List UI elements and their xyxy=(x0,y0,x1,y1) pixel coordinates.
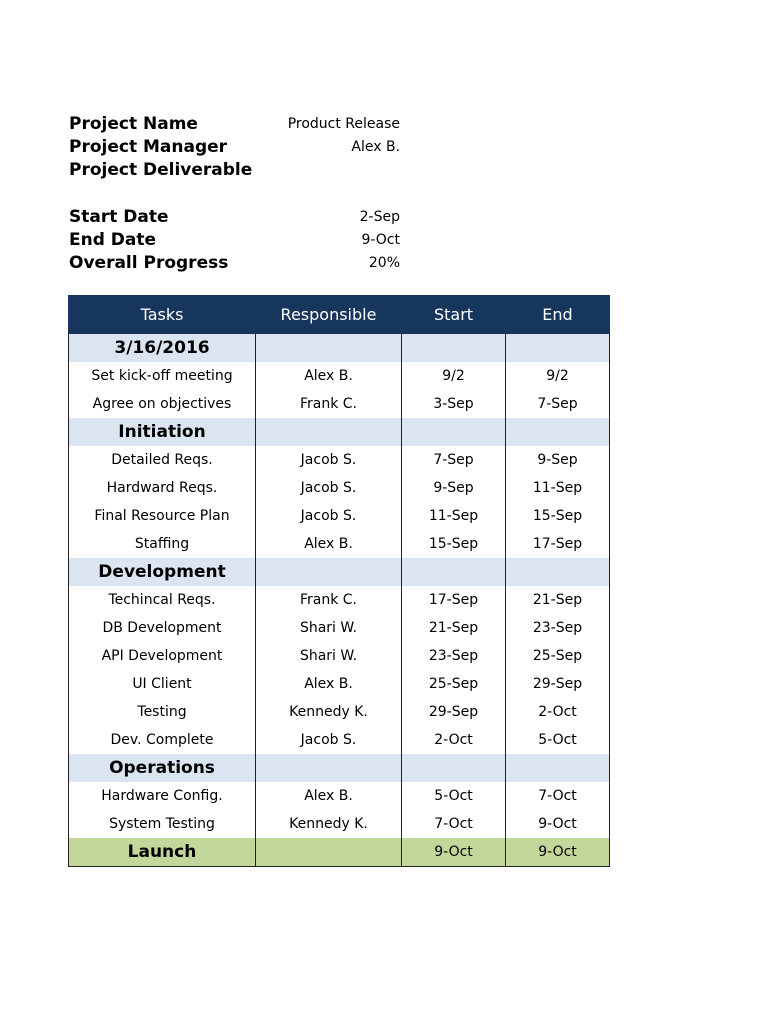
responsible-cell[interactable] xyxy=(256,418,402,446)
phase-row xyxy=(69,558,610,586)
start-cell[interactable]: 3-Sep xyxy=(402,390,506,418)
start-cell[interactable]: 7-Oct xyxy=(402,810,506,838)
end-date-value[interactable]: 9-Oct xyxy=(361,231,400,248)
responsible-cell[interactable] xyxy=(256,754,402,782)
start-date-row xyxy=(69,205,400,228)
task-name-cell[interactable]: Agree on objectives xyxy=(69,390,256,418)
responsible-cell[interactable]: Alex B. xyxy=(256,530,402,558)
start-cell[interactable]: 17-Sep xyxy=(402,586,506,614)
end-cell[interactable]: 21-Sep xyxy=(506,586,610,614)
start-cell[interactable]: 9/2 xyxy=(402,362,506,390)
project-name-row xyxy=(69,112,400,135)
phase-row xyxy=(69,334,610,363)
responsible-cell[interactable]: Frank C. xyxy=(256,586,402,614)
task-name-cell[interactable]: Detailed Reqs. xyxy=(69,446,256,474)
task-name-cell[interactable]: DB Development xyxy=(69,614,256,642)
end-cell[interactable]: 9-Sep xyxy=(506,446,610,474)
header-start[interactable]: Start xyxy=(402,296,506,334)
end-cell[interactable]: 17-Sep xyxy=(506,530,610,558)
task-row xyxy=(69,726,610,754)
overall-progress-row xyxy=(69,251,400,274)
launch-name-cell[interactable]: Launch xyxy=(69,838,256,867)
start-cell[interactable]: 5-Oct xyxy=(402,782,506,810)
end-cell[interactable] xyxy=(506,334,610,363)
responsible-cell[interactable] xyxy=(256,334,402,363)
task-name-cell[interactable]: Staffing xyxy=(69,530,256,558)
phase-name-cell[interactable]: Initiation xyxy=(69,418,256,446)
end-cell[interactable]: 2-Oct xyxy=(506,698,610,726)
schedule-table xyxy=(68,295,610,867)
end-cell[interactable]: 25-Sep xyxy=(506,642,610,670)
start-cell[interactable]: 25-Sep xyxy=(402,670,506,698)
end-cell[interactable]: 9-Oct xyxy=(506,810,610,838)
project-name-value[interactable]: Product Release xyxy=(287,115,400,132)
start-cell[interactable] xyxy=(402,418,506,446)
start-cell[interactable]: 21-Sep xyxy=(402,614,506,642)
task-row xyxy=(69,474,610,502)
header-row xyxy=(69,296,610,334)
header-tasks[interactable]: Tasks xyxy=(69,296,256,334)
end-cell[interactable]: 9-Oct xyxy=(506,838,610,867)
end-cell[interactable]: 7-Sep xyxy=(506,390,610,418)
header-responsible[interactable]: Responsible xyxy=(256,296,402,334)
task-row xyxy=(69,782,610,810)
overall-progress-value[interactable]: 20% xyxy=(368,254,400,271)
start-cell[interactable]: 11-Sep xyxy=(402,502,506,530)
responsible-cell[interactable]: Kennedy K. xyxy=(256,698,402,726)
start-cell[interactable] xyxy=(402,754,506,782)
header-end[interactable]: End xyxy=(506,296,610,334)
end-cell[interactable]: 23-Sep xyxy=(506,614,610,642)
end-cell[interactable]: 5-Oct xyxy=(506,726,610,754)
task-name-cell[interactable]: Hardward Reqs. xyxy=(69,474,256,502)
schedule-header xyxy=(69,296,610,334)
project-info xyxy=(69,112,400,274)
task-row xyxy=(69,362,610,390)
responsible-cell[interactable]: Jacob S. xyxy=(256,446,402,474)
end-cell[interactable]: 29-Sep xyxy=(506,670,610,698)
phase-row xyxy=(69,754,610,782)
task-name-cell[interactable]: Testing xyxy=(69,698,256,726)
end-cell[interactable]: 15-Sep xyxy=(506,502,610,530)
start-cell[interactable]: 23-Sep xyxy=(402,642,506,670)
start-cell[interactable] xyxy=(402,558,506,586)
end-cell[interactable]: 9/2 xyxy=(506,362,610,390)
end-cell[interactable]: 7-Oct xyxy=(506,782,610,810)
task-name-cell[interactable]: UI Client xyxy=(69,670,256,698)
start-cell[interactable]: 29-Sep xyxy=(402,698,506,726)
responsible-cell[interactable]: Kennedy K. xyxy=(256,810,402,838)
start-date-value[interactable]: 2-Sep xyxy=(359,208,400,225)
task-row xyxy=(69,586,610,614)
start-cell[interactable]: 7-Sep xyxy=(402,446,506,474)
task-row xyxy=(69,642,610,670)
end-date-label: End Date xyxy=(69,229,157,250)
project-deliverable-label: Project Deliverable xyxy=(69,159,253,180)
task-name-cell[interactable]: System Testing xyxy=(69,810,256,838)
end-cell[interactable] xyxy=(506,558,610,586)
responsible-cell[interactable] xyxy=(256,558,402,586)
schedule-body xyxy=(69,334,610,867)
task-row xyxy=(69,614,610,642)
task-name-cell[interactable]: Set kick-off meeting xyxy=(69,362,256,390)
end-cell[interactable] xyxy=(506,754,610,782)
responsible-cell[interactable]: Jacob S. xyxy=(256,502,402,530)
overall-progress-label: Overall Progress xyxy=(69,252,229,273)
phase-name-cell[interactable]: Development xyxy=(69,558,256,586)
end-cell[interactable] xyxy=(506,418,610,446)
responsible-cell[interactable]: Alex B. xyxy=(256,670,402,698)
project-deliverable-row xyxy=(69,158,400,181)
task-name-cell[interactable]: Final Resource Plan xyxy=(69,502,256,530)
end-cell[interactable]: 11-Sep xyxy=(506,474,610,502)
task-row xyxy=(69,810,610,838)
phase-name-cell[interactable]: 3/16/2016 xyxy=(69,334,256,363)
responsible-cell[interactable] xyxy=(256,838,402,867)
phase-name-cell[interactable]: Operations xyxy=(69,754,256,782)
start-cell[interactable] xyxy=(402,334,506,363)
task-row xyxy=(69,446,610,474)
responsible-cell[interactable]: Frank C. xyxy=(256,390,402,418)
phase-row xyxy=(69,418,610,446)
start-cell[interactable]: 2-Oct xyxy=(402,726,506,754)
responsible-cell[interactable]: Jacob S. xyxy=(256,726,402,754)
start-cell[interactable]: 9-Sep xyxy=(402,474,506,502)
task-name-cell[interactable]: Dev. Complete xyxy=(69,726,256,754)
task-name-cell[interactable]: Hardware Config. xyxy=(69,782,256,810)
start-cell[interactable]: 15-Sep xyxy=(402,530,506,558)
responsible-cell[interactable]: Shari W. xyxy=(256,614,402,642)
task-row xyxy=(69,390,610,418)
responsible-cell[interactable]: Shari W. xyxy=(256,642,402,670)
project-manager-label: Project Manager xyxy=(69,136,228,157)
task-row xyxy=(69,670,610,698)
project-name-label: Project Name xyxy=(69,113,198,134)
task-row xyxy=(69,530,610,558)
responsible-cell[interactable]: Alex B. xyxy=(256,362,402,390)
start-cell[interactable]: 9-Oct xyxy=(402,838,506,867)
task-name-cell[interactable]: API Development xyxy=(69,642,256,670)
task-row xyxy=(69,502,610,530)
responsible-cell[interactable]: Alex B. xyxy=(256,782,402,810)
start-date-label: Start Date xyxy=(69,206,169,227)
launch-row xyxy=(69,838,610,867)
responsible-cell[interactable]: Jacob S. xyxy=(256,474,402,502)
info-spacer xyxy=(69,181,400,205)
project-manager-row xyxy=(69,135,400,158)
end-date-row xyxy=(69,228,400,251)
task-row xyxy=(69,698,610,726)
task-name-cell[interactable]: Techincal Reqs. xyxy=(69,586,256,614)
project-manager-value[interactable]: Alex B. xyxy=(351,138,400,155)
